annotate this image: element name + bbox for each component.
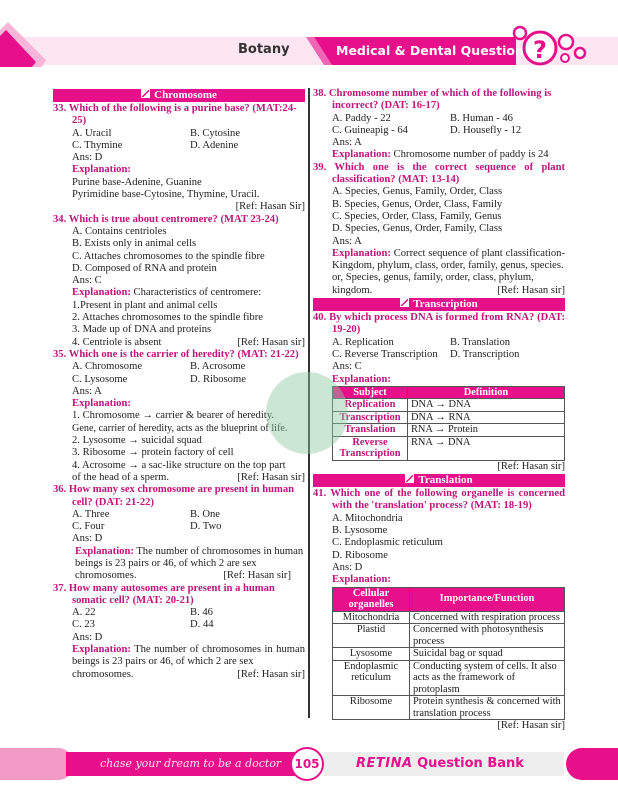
table-row: Replication DNA → DNA	[333, 399, 565, 412]
question-36: 36. How many sex chromosome are present in human cell? (DAT: 21-22)	[53, 484, 295, 508]
explanation-37: Explanation: The number of chromosomes in human beings is 23 pairs or 46, of which 2 are sex chromosomes. [Ref: Hasan sir]	[72, 644, 305, 680]
left-column	[53, 88, 305, 681]
table-row: Mitochondria Concerned with respiration process	[333, 611, 565, 624]
svg-text:?: ?	[533, 36, 547, 64]
section-icon	[405, 474, 414, 483]
question-41: 41. Which one of the following organelle is concerned with the 'translation' process? (MAT: 18-19)	[313, 488, 565, 512]
table-row: Transcription DNA → RNA	[333, 411, 565, 424]
explanation-39: Explanation: Correct sequence of plant classification- Kingdom, phylum, class, order, family, genus, species. or, Species, genus, family, order, class, phylum, kingdom. [Ref: Hasan sir]	[332, 247, 565, 296]
answer-40: Ans: C	[332, 361, 362, 373]
section-icon	[141, 89, 150, 98]
footer-left-decoration	[0, 748, 74, 780]
answer-39: Ans: A	[332, 235, 362, 247]
table-row: Plastid Concerned with photosynthesis process	[333, 624, 565, 648]
explanation-40: Explanation: Subject Definition Replication DNA → DNA Transcription DNA → RNA Translation RNA → Protein Reverse Transcription RNA → DNA [Ref: Hasan sir]	[332, 373, 565, 472]
explanation-33: Explanation: Purine base-Adenine, Guanine Pyrimidine base-Cytosine, Thymine, Uracil. [Ref: Hasan Sir]	[72, 164, 305, 213]
options-37: A. 22 B. 46 C. 23 D. 44	[72, 607, 214, 631]
section-header-translation: Translation	[313, 474, 565, 487]
question-37: 37. How many autosomes are present in a human somatic cell? (MAT: 20-21)	[53, 582, 275, 606]
options-41: A. Mitochondria B. Lysosome C. Endoplasmic reticulum D. Ribosome	[332, 512, 443, 561]
answer-35: Ans: A	[72, 385, 102, 397]
table-row: Reverse Transcription RNA → DNA	[333, 436, 565, 460]
question-38: 38. Chromosome number of which of the following is incorrect? (DAT: 16-17)	[313, 88, 552, 112]
footer-right-decoration	[566, 748, 618, 780]
section-header-chromosome: Chromosome	[53, 89, 305, 102]
answer-37: Ans: D	[72, 631, 103, 643]
question-mark-icon	[510, 20, 610, 80]
footer	[0, 748, 618, 780]
explanation-34: Explanation: Characteristics of centromere: 1.Present in plant and animal cells 2. Attaches chromosomes to the spindle fibre 3. Made up of DNA and proteins 4. Centriole is absent [Ref: Hasan sir]	[72, 287, 305, 348]
watermark-book-icon	[266, 372, 348, 454]
question-40: 40. By which process DNA is formed from RNA? (DAT: 19-20)	[313, 312, 565, 336]
table-row: Endoplasmic reticulum Conducting system of cells. It also acts as the framework of protoplasm	[333, 660, 565, 696]
options-36: A. Three B. One C. Four D. Two	[72, 508, 222, 533]
section-icon	[400, 298, 409, 307]
transcription-table: Subject Definition Replication DNA → DNA Transcription DNA → RNA Translation RNA → Protein Reverse Transcription RNA → DNA	[332, 386, 565, 461]
answer-41: Ans: D	[332, 561, 363, 573]
section-header-transcription: Transcription	[313, 298, 565, 311]
options-40: A. Replication B. Translation C. Reverse Transcription D. Transcription	[332, 336, 520, 360]
options-39: A. Species, Genus, Family, Order, Class B. Species, Genus, Order, Class, Family C. Species, Order, Class, Family, Genus D. Species, Genus, Order, Family, Class	[332, 186, 503, 235]
footer-tagline: chase your dream to be a doctor	[100, 757, 282, 770]
explanation-38: Explanation: Chromosome number of paddy is 24	[332, 149, 549, 161]
right-column	[313, 88, 565, 732]
header-title-tab	[306, 37, 524, 65]
question-39: 39. Which one is the correct sequence of plant classification? (MAT: 13-14)	[313, 161, 565, 186]
explanation-41: Explanation: Cellular organelles Importance/Function Mitochondria Concerned with respiration process Plastid Concerned with photosynthesis process Lysosome Suicidal bag or squad Endoplasmic reticulum Conducting system of cells. It also acts as the framework of protoplasm Ribosome Protein synthesis & concerned with translation process [Ref: Hasan sir]	[332, 574, 565, 731]
explanation-36: Explanation: The number of chromosomes in human beings is 23 pairs or 46, of which 2 are sex chromosomes. [Ref: Hasan sir]	[75, 545, 304, 582]
answer-36: Ans: D	[72, 533, 103, 545]
options-33: A. Uracil B. Cytosine C. Thymine D. Adenine	[72, 127, 241, 151]
options-38: A. Paddy - 22 B. Human - 46 C. Guineapig - 64 D. Housefly - 12	[332, 112, 522, 136]
explanation-35: Explanation: 1. Chromosome → carrier & bearer of heredity. Gene, carrier of heredity, acts as the blueprint of life. 2. Lysosome → suicidal squad 3. Ribosome → protein factory of cell 4. Acrosome → a sac-like structure on the top part of the head of a sperm. [Ref: Hasan sir]	[72, 398, 305, 483]
answer-33: Ans: D	[72, 152, 103, 164]
options-34: A. Contains centrioles B. Exists only in animal cells C. Attaches chromosomes to the spindle fibre D. Composed of RNA and protein	[72, 225, 265, 274]
header-title: Medical & Dental Question	[336, 43, 524, 58]
footer-brand: RETINA Question Bank	[356, 756, 524, 771]
table-row: Lysosome Suicidal bag or squad	[333, 648, 565, 661]
subject-label: Botany	[238, 42, 290, 57]
page-number: 105	[290, 747, 324, 781]
answer-34: Ans: C	[72, 275, 102, 287]
organelle-table: Cellular organelles Importance/Function Mitochondria Concerned with respiration process Plastid Concerned with photosynthesis process Lysosome Suicidal bag or squad Endoplasmic reticulum Conducting system of cells. It also acts as the framework of protoplasm Ribosome Protein synthesis & concerned with translation process	[332, 587, 565, 721]
table-row: Ribosome Protein synthesis & concerned with translation process	[333, 696, 565, 720]
table-row: Translation RNA → Protein	[333, 424, 565, 437]
question-35: 35. Which one is the carrier of heredity? (MAT: 21-22)	[53, 348, 299, 360]
question-33: 33. Which of the following is a purine base? (MAT:24-25)	[53, 103, 297, 127]
options-35: A. Chromosome B. Acrosome C. Lysosome D. Ribosome	[72, 361, 246, 385]
question-34: 34. Which is true about centromere? (MAT 23-24)	[53, 213, 279, 225]
answer-38: Ans: A	[332, 137, 362, 149]
